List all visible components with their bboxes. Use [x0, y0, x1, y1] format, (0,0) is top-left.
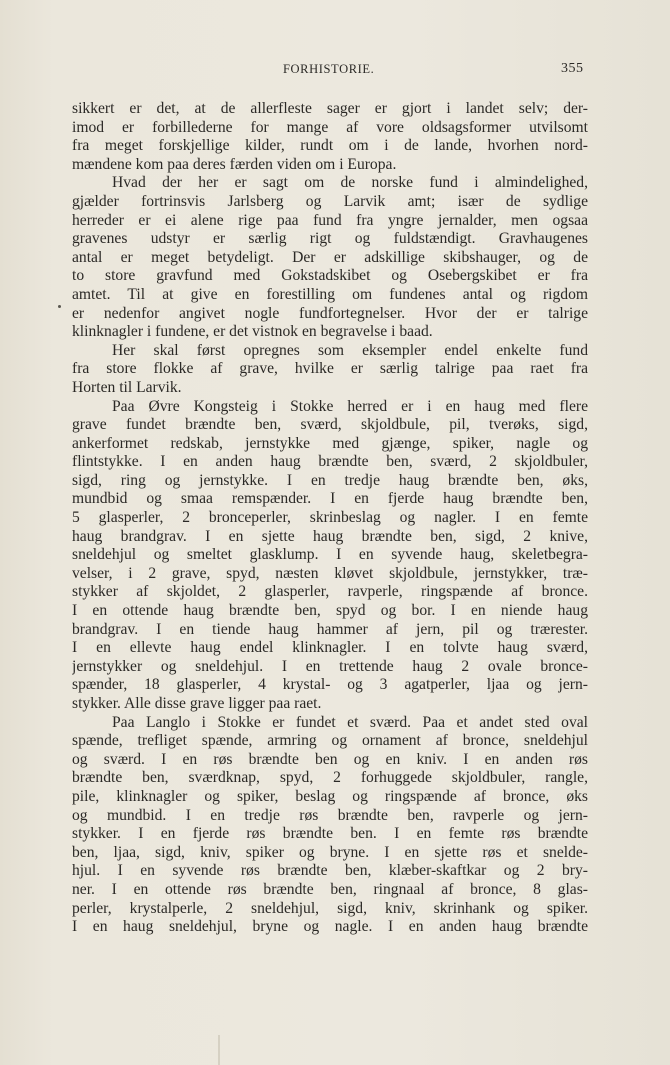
text-line: fra meget forskjellige kilder, rundt om i de lande, hvorhen nord- — [72, 137, 588, 155]
body-text — [72, 100, 588, 937]
text-line: ankerformet redskab, jernstykke med gjænge, spiker, nagle og — [72, 434, 588, 452]
margin-speck — [58, 305, 61, 308]
text-line: imod er forbillederne for mange af vore oldsagsformer utvilsomt — [72, 118, 588, 136]
text-line: velser, i 2 grave, spyd, næsten kløvet skjoldbule, jernstykker, træ- — [72, 564, 588, 582]
text-line: fra store flokke af grave, hvilke er særlig talrige paa raet fra — [72, 360, 588, 378]
text-line: mundbid og smaa remspænder. I en fjerde haug brændte ben, — [72, 490, 588, 508]
text-line: perler, krystalperle, 2 sneldehjul, sigd, kniv, skrinhank og spiker. — [72, 899, 588, 917]
text-line: sigd, ring og jernstykke. I en tredje haug brændte ben, øks, — [72, 471, 588, 489]
running-head: FORHISTORIE. — [283, 62, 375, 76]
text-line: antal er meget betydeligt. Der er adskillige skibshauger, og de — [72, 248, 588, 266]
text-line: sikkert er det, at de allerfleste sager er gjort i landet selv; der- — [72, 100, 588, 117]
text-line: mændene kom paa deres færden viden om i Europa. — [72, 155, 397, 173]
text-line: stykker. Alle disse grave ligger paa raet. — [72, 695, 322, 712]
text-line: pile, klinknagler og spiker, beslag og ringspænde af bronce, øks — [72, 787, 588, 805]
text-line: er nedenfor angivet nogle fundfortegnelser. Hvor der er talrige — [72, 304, 588, 322]
text-line: Paa Øvre Kongsteig i Stokke herred er i en haug med flere — [112, 397, 588, 415]
text-line: Horten til Larvik. — [72, 378, 182, 396]
text-line: brændte ben, sværdknap, spyd, 2 forhuggede skjoldbuler, rangle, — [72, 769, 588, 787]
text-line: og mundbid. I en tredje røs brændte ben, ravperle og jern- — [72, 806, 588, 824]
text-line: I en ottende haug brændte ben, spyd og bor. I en niende haug — [72, 602, 588, 620]
page-fold-mark — [218, 1035, 220, 1065]
text-line: Paa Langlo i Stokke er fundet et sværd. Paa et andet sted oval — [112, 713, 588, 731]
text-line: to store gravfund med Gokstadskibet og Osebergskibet er fra — [72, 267, 588, 285]
text-line: flintstykke. I en anden haug brændte ben, sværd, 2 skjoldbuler, — [72, 453, 588, 471]
text-line: sneldehjul og smeltet glasklump. I en syvende haug, skeletbegra- — [72, 546, 588, 564]
text-line: I en haug sneldehjul, bryne og nagle. I en anden haug brændte — [72, 918, 588, 936]
text-line: gjælder fortrinsvis Jarlsberg og Larvik amt; især de sydlige — [72, 192, 588, 210]
text-line: og sværd. I en røs brændte ben og en kniv. I en anden røs — [72, 750, 588, 768]
text-line: ben, ljaa, sigd, kniv, spiker og bryne. I en sjette røs et snelde- — [72, 843, 588, 861]
text-line: klinknagler i fundene, er det vistnok en begravelse i baad. — [72, 323, 433, 341]
text-line: haug brandgrav. I en sjette haug brændte ben, sigd, 2 knive, — [72, 527, 588, 545]
page-number: 355 — [561, 61, 584, 76]
text-line: spænde, trefliget spænde, armring og ornament af bronce, sneldehjul — [72, 732, 588, 750]
text-line: herreder er ei alene rige paa fund fra yngre jernalder, men ogsaa — [72, 211, 588, 229]
page-header — [0, 62, 670, 82]
text-line: grave fundet brændte ben, sværd, skjoldbule, pil, tverøks, sigd, — [72, 416, 588, 434]
text-line: I en ellevte haug endel klinknagler. I en tolvte haug sværd, — [72, 639, 588, 657]
text-line: stykker af skjoldet, 2 glasperler, ravperle, ringspænde af bronce. — [72, 583, 588, 601]
text-line: Her skal først opregnes som eksempler endel enkelte fund — [112, 341, 588, 359]
text-line: spænder, 18 glasperler, 4 krystal- og 3 agatperler, ljaa og jern- — [72, 676, 588, 694]
text-line: stykker. I en fjerde røs brændte ben. I en femte røs brændte — [72, 825, 588, 843]
text-line: hjul. I en syvende røs brændte ben, klæber-skaftkar og 2 bry- — [72, 862, 588, 880]
text-line: ner. I en ottende røs brændte ben, ringnaal af bronce, 8 glas- — [72, 880, 588, 898]
text-line: jernstykker og sneldehjul. I en trettende haug 2 ovale bronce- — [72, 657, 588, 675]
text-line: gravenes udstyr er særlig rigt og fuldstændigt. Gravhaugenes — [72, 230, 588, 248]
text-line: brandgrav. I en tiende haug hammer af jern, pil og trærester. — [72, 620, 588, 638]
text-line: Hvad der her er sagt om de norske fund i almindelighed, — [112, 174, 588, 192]
text-line: amtet. Til at give en forestilling om fundenes antal og rigdom — [72, 285, 588, 303]
text-line: 5 glasperler, 2 bronceperler, skrinbeslag og nagler. I en femte — [72, 509, 588, 527]
